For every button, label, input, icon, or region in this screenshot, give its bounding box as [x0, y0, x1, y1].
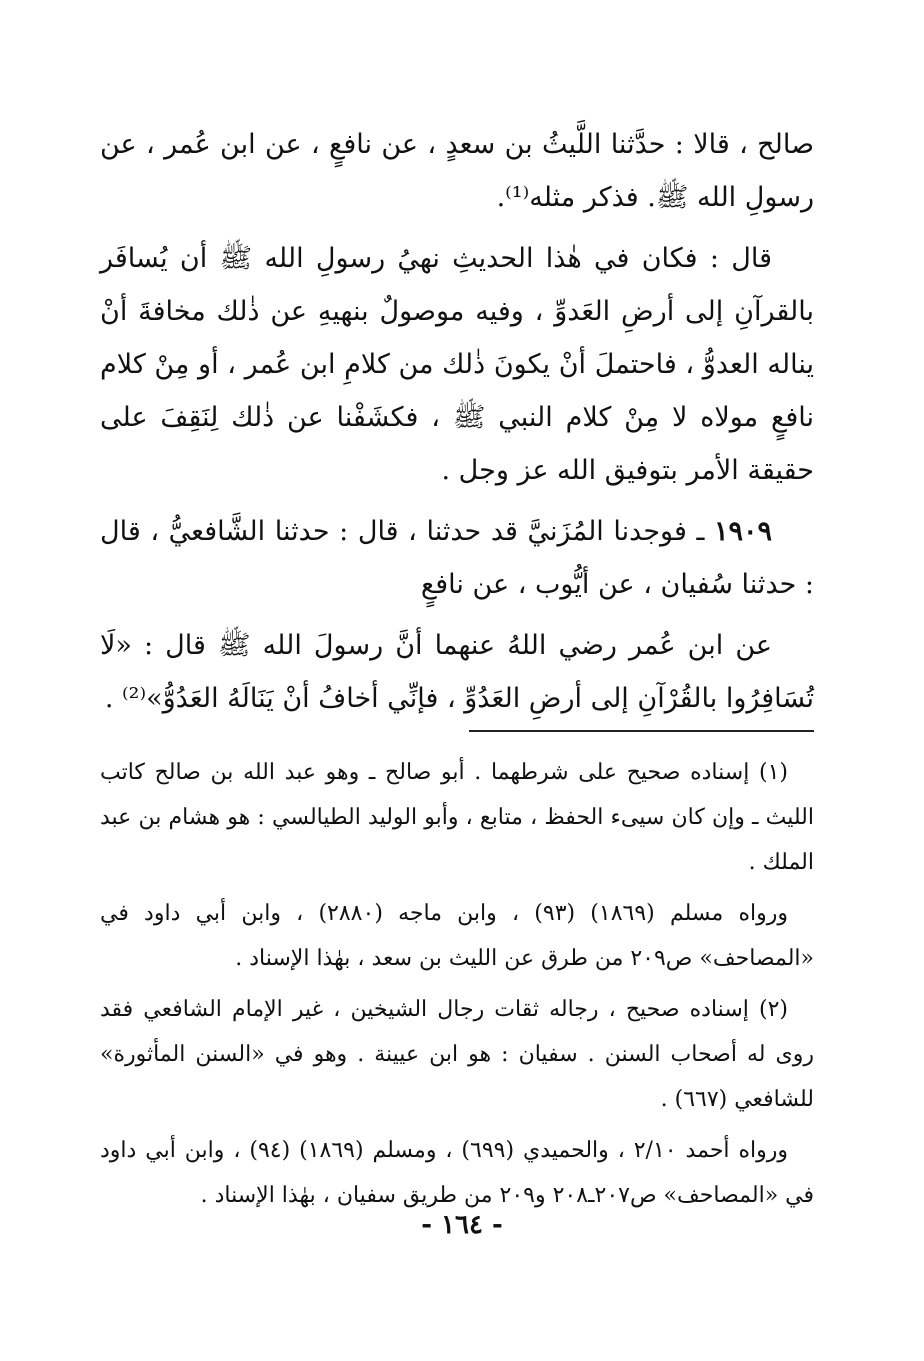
footnote-1-continued: ورواه مسلم (١٨٦٩) (٩٣) ، وابن ماجه (٢٨٨٠) ، وابن أبي داود في «المصاحف» ص٢٠٩ من طرق عن الليث بن سعد ، بهٰذا الإسناد . — [100, 901, 814, 971]
footnotes — [100, 750, 814, 1224]
hadith-number: ١٩٠٩ — [713, 516, 772, 547]
page-number: - ١٦٤ - — [421, 1210, 503, 1240]
paragraph-hadith-matn: عن ابن عُمر رضي اللهُ عنهما أنَّ رسولَ الله ﷺ قال : «لَا تُسَافِرُوا بالقُرْآنِ إلى أرضِ العَدُوِّ ، فإنِّي أخافُ أنْ يَنَالَهُ العَدُوُّ»⁽²⁾ . — [100, 630, 814, 714]
hadith-isnad-text: ـ فوجدنا المُزَنيَّ قد حدثنا ، قال : حدثنا الشَّافعيُّ ، قال : حدثنا سُفيان ، عن أيُّوب ، عن نافعٍ — [100, 516, 814, 600]
paragraph-continuation: صالح ، قالا : حدَّثنا اللَّيثُ بن سعدٍ ، عن نافعٍ ، عن ابن عُمر ، عن رسولِ الله ﷺ. فذكر مثله⁽¹⁾. — [100, 129, 814, 213]
footnote-separator — [469, 730, 814, 732]
main-text — [100, 118, 814, 733]
footnote-1: (١) إسناده صحيح على شرطهما . أبو صالح ـ وهو عبد الله بن صالح كاتب الليث ـ وإن كان سيىء الحفظ ، متابع ، وأبو الوليد الطيالسي : هو هشام بن عبد الملك . — [100, 760, 814, 875]
paragraph-commentary: قال : فكان في هٰذا الحديثِ نهيُ رسولِ الله ﷺ أن يُسافَر بالقرآنِ إلى أرضِ العَدوِّ ، وفيه موصولٌ بنهيهِ عن ذٰلك مخافةَ أنْ يناله العدوُّ ، فاحتملَ أنْ يكونَ ذٰلك من كلامِ ابن عُمر ، أو مِنْ كلام نافعٍ مولاه لا مِنْ كلام النبي ﷺ ، فكشَفْنا عن ذٰلك لِنَقِفَ على حقيقة الأمر بتوفيق الله عز وجل . — [100, 243, 814, 486]
footnote-2: (٢) إسناده صحيح ، رجاله ثقات رجال الشيخين ، غير الإمام الشافعي فقد روى له أصحاب السنن . سفيان : هو ابن عيينة . وهو في «السنن المأثورة» للشافعي (٦٦٧) . — [100, 997, 814, 1112]
paragraph-hadith-isnad — [100, 505, 814, 611]
footnote-2-continued: ورواه أحمد ٢/١٠ ، والحميدي (٦٩٩) ، ومسلم (١٨٦٩) (٩٤) ، وابن أبي داود في «المصاحف» ص٢٠٧ـ٢٠٨ و٢٠٩ من طريق سفيان ، بهٰذا الإسناد . — [100, 1138, 814, 1208]
